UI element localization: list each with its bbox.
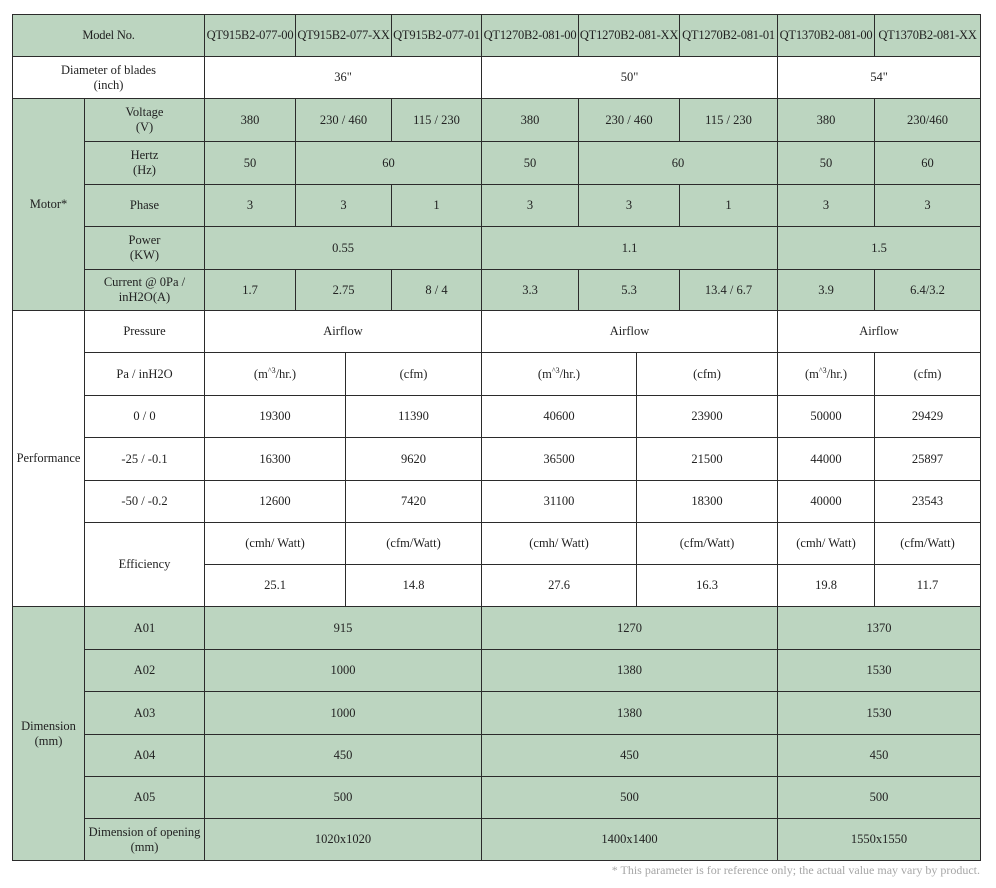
unit-m3: $(m^{\^{}3}/hr.)$ [482, 353, 637, 396]
power-label: Power (KW) [85, 227, 205, 270]
current-label: Current @ 0Pa / inH2O(A) [85, 270, 205, 311]
dimension-value: 450 [778, 735, 981, 777]
airflow-value: 31100 [482, 481, 637, 523]
airflow-value: 12600 [205, 481, 346, 523]
dimension-value: 915 [205, 607, 482, 650]
model-cell: QT1270B2-081-XX [579, 15, 680, 57]
efficiency-label: Efficiency [85, 523, 205, 607]
current-value: 1.7 [205, 270, 296, 311]
current-value: 5.3 [579, 270, 680, 311]
airflow-value: 16300 [205, 438, 346, 481]
efficiency-unit: (cmh/ Watt) [778, 523, 875, 565]
dimension-label: A04 [85, 735, 205, 777]
model-cell: QT915B2-077-XX [296, 15, 392, 57]
footnote: * This parameter is for reference only; the actual value may vary by product. [611, 863, 980, 877]
voltage-value: 230 / 460 [579, 99, 680, 142]
hertz-value: 50 [205, 142, 296, 185]
diameter-value: 36" [205, 57, 482, 99]
airflow-value: 7420 [346, 481, 482, 523]
dimension-value: 1380 [482, 692, 778, 735]
unit-m3: $(m^{\^{}3}/hr.)$ [778, 353, 875, 396]
current-value: 6.4/3.2 [875, 270, 981, 311]
dimension-label: A02 [85, 650, 205, 692]
spec-table [12, 14, 981, 861]
airflow-value: 11390 [346, 396, 482, 438]
efficiency-value: 14.8 [346, 565, 482, 607]
pressure-row [13, 396, 981, 438]
dimension-value: 450 [205, 735, 482, 777]
airflow-value: 50000 [778, 396, 875, 438]
current-value: 3.9 [778, 270, 875, 311]
diameter-value: 50" [482, 57, 778, 99]
model-cell: QT1270B2-081-00 [482, 15, 579, 57]
dimension-row [13, 692, 981, 735]
unit-cfm: (cfm) [346, 353, 482, 396]
units-row [13, 353, 981, 396]
hertz-row [13, 142, 981, 185]
diameter-label: Diameter of blades (inch) [13, 57, 205, 99]
efficiency-unit: (cfm/Watt) [346, 523, 482, 565]
unit-cfm: (cfm) [875, 353, 981, 396]
dimension-value: 500 [778, 777, 981, 819]
airflow-label: Airflow [482, 311, 778, 353]
airflow-value: 23900 [637, 396, 778, 438]
hertz-value: 60 [296, 142, 482, 185]
units-label: Pa / inH2O [85, 353, 205, 396]
phase-value: 3 [482, 185, 579, 227]
dimension-label: A03 [85, 692, 205, 735]
phase-value: 3 [205, 185, 296, 227]
efficiency-unit: (cmh/ Watt) [205, 523, 346, 565]
dimension-label: A01 [85, 607, 205, 650]
airflow-label: Airflow [778, 311, 981, 353]
airflow-value: 40600 [482, 396, 637, 438]
opening-value: 1020x1020 [205, 819, 482, 861]
dimension-value: 1000 [205, 692, 482, 735]
efficiency-value: 19.8 [778, 565, 875, 607]
efficiency-value: 16.3 [637, 565, 778, 607]
phase-value: 1 [680, 185, 778, 227]
airflow-value: 36500 [482, 438, 637, 481]
phase-value: 1 [392, 185, 482, 227]
efficiency-units-row [13, 523, 981, 565]
model-cell: QT1370B2-081-00 [778, 15, 875, 57]
efficiency-unit: (cfm/Watt) [637, 523, 778, 565]
airflow-value: 44000 [778, 438, 875, 481]
efficiency-unit: (cfm/Watt) [875, 523, 981, 565]
power-value: 1.5 [778, 227, 981, 270]
dimension-value: 500 [482, 777, 778, 819]
phase-value: 3 [296, 185, 392, 227]
dimension-value: 450 [482, 735, 778, 777]
phase-label: Phase [85, 185, 205, 227]
dimension-row [13, 777, 981, 819]
voltage-value: 380 [482, 99, 579, 142]
voltage-value: 115 / 230 [392, 99, 482, 142]
pressure-row [13, 481, 981, 523]
efficiency-value: 25.1 [205, 565, 346, 607]
pressure-value: -50 / -0.2 [85, 481, 205, 523]
airflow-value: 18300 [637, 481, 778, 523]
dimension-value: 1270 [482, 607, 778, 650]
dimension-value: 1000 [205, 650, 482, 692]
model-cell: QT915B2-077-00 [205, 15, 296, 57]
model-label: Model No. [13, 15, 205, 57]
dimension-value: 1380 [482, 650, 778, 692]
opening-value: 1400x1400 [482, 819, 778, 861]
current-value: 8 / 4 [392, 270, 482, 311]
hertz-label: Hertz (Hz) [85, 142, 205, 185]
airflow-value: 29429 [875, 396, 981, 438]
airflow-value: 9620 [346, 438, 482, 481]
opening-label: Dimension of opening (mm) [85, 819, 205, 861]
hertz-value: 50 [778, 142, 875, 185]
current-row [13, 270, 981, 311]
current-value: 2.75 [296, 270, 392, 311]
model-cell: QT915B2-077-01 [392, 15, 482, 57]
voltage-value: 230/460 [875, 99, 981, 142]
model-cell: QT1370B2-081-XX [875, 15, 981, 57]
dimension-value: 1530 [778, 650, 981, 692]
model-row [13, 15, 981, 57]
unit-cfm: (cfm) [637, 353, 778, 396]
dimension-value: 1370 [778, 607, 981, 650]
pressure-label: Pressure [85, 311, 205, 353]
dimension-row [13, 607, 981, 650]
power-row [13, 227, 981, 270]
airflow-value: 40000 [778, 481, 875, 523]
voltage-label: Voltage (V) [85, 99, 205, 142]
phase-value: 3 [875, 185, 981, 227]
motor-group-label: Motor* [13, 99, 85, 311]
phase-row [13, 185, 981, 227]
current-value: 3.3 [482, 270, 579, 311]
power-value: 0.55 [205, 227, 482, 270]
opening-value: 1550x1550 [778, 819, 981, 861]
airflow-value: 25897 [875, 438, 981, 481]
power-value: 1.1 [482, 227, 778, 270]
hertz-value: 60 [875, 142, 981, 185]
pressure-value: -25 / -0.1 [85, 438, 205, 481]
dimension-value: 500 [205, 777, 482, 819]
hertz-value: 60 [579, 142, 778, 185]
pressure-header-row [13, 311, 981, 353]
diameter-value: 54" [778, 57, 981, 99]
airflow-label: Airflow [205, 311, 482, 353]
pressure-value: 0 / 0 [85, 396, 205, 438]
airflow-value: 19300 [205, 396, 346, 438]
airflow-value: 21500 [637, 438, 778, 481]
performance-group-label: Performance [13, 311, 85, 607]
dimension-value: 1530 [778, 692, 981, 735]
dimension-group-label: Dimension (mm) [13, 607, 85, 861]
voltage-value: 230 / 460 [296, 99, 392, 142]
phase-value: 3 [579, 185, 680, 227]
phase-value: 3 [778, 185, 875, 227]
voltage-value: 380 [205, 99, 296, 142]
airflow-value: 23543 [875, 481, 981, 523]
efficiency-unit: (cmh/ Watt) [482, 523, 637, 565]
current-value: 13.4 / 6.7 [680, 270, 778, 311]
efficiency-value: 27.6 [482, 565, 637, 607]
dimension-row [13, 735, 981, 777]
opening-row [13, 819, 981, 861]
voltage-value: 115 / 230 [680, 99, 778, 142]
pressure-row [13, 438, 981, 481]
diameter-row [13, 57, 981, 99]
model-cell: QT1270B2-081-01 [680, 15, 778, 57]
voltage-value: 380 [778, 99, 875, 142]
efficiency-value: 11.7 [875, 565, 981, 607]
hertz-value: 50 [482, 142, 579, 185]
dimension-row [13, 650, 981, 692]
dimension-label: A05 [85, 777, 205, 819]
voltage-row [13, 99, 981, 142]
unit-m3: $(m^{\^{}3}/hr.)$ [205, 353, 346, 396]
